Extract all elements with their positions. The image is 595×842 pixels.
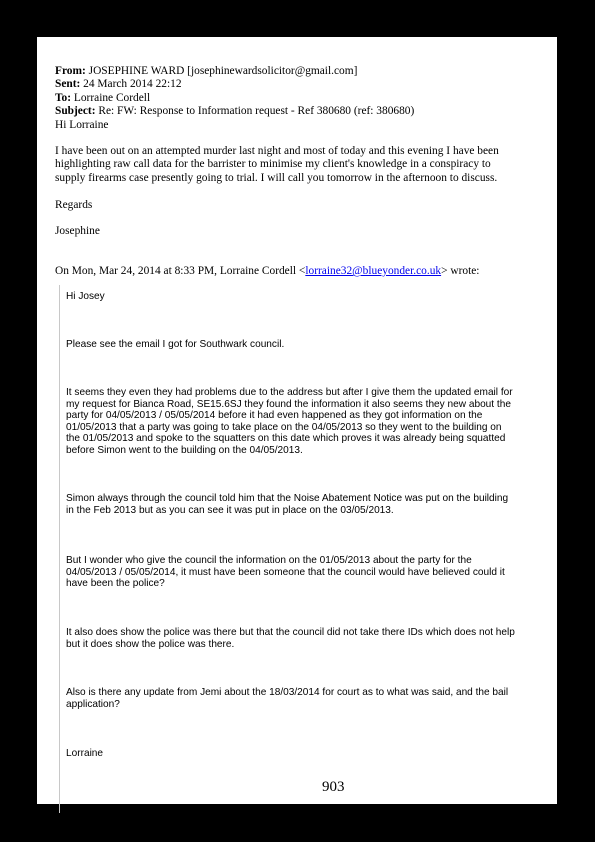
document-page xyxy=(37,37,557,804)
email-header xyxy=(55,65,414,132)
quoted-greeting: Hi Josey xyxy=(66,291,105,302)
reply-greeting: Hi Lorraine xyxy=(55,118,109,131)
quoted-line: in the Feb 2013 but as you can see it was put in place on the 03/05/2013. xyxy=(66,504,394,516)
quoted-para-2 xyxy=(66,387,513,457)
quoted-para-4 xyxy=(66,555,505,590)
quoted-line: have been the police? xyxy=(66,578,165,590)
quoted-signature: Lorraine xyxy=(66,748,104,759)
quoted-para-1: Please see the email I got for Southwark council. xyxy=(66,339,285,350)
sent-line: Sent: 24 March 2014 22:12 xyxy=(55,78,182,91)
reply-line: supply firearms case presently going to trial. I will call you tomorrow in the afternoon to discuss. xyxy=(55,171,498,184)
quoted-line: but it does show the police was there. xyxy=(66,638,235,650)
quoted-line: party for 04/05/2013 / 05/05/2014 before it had even happened as they got information on the xyxy=(66,410,483,422)
quoted-line: It seems they even they had problems due to the address but after I give them the updated email for xyxy=(66,387,513,398)
quoted-line: 01/05/2013 that a party was going to take place on the 04/05/2013 so they went to the building on xyxy=(66,421,502,433)
reply-body xyxy=(55,145,499,185)
quoted-line: Also is there any update from Jemi about the 18/03/2014 for court as to what was said, and the bail xyxy=(66,687,509,698)
quoted-line: But I wonder who give the council the information on the 01/05/2013 about the party for the xyxy=(66,555,472,566)
quoted-para-6 xyxy=(66,687,508,710)
quoted-line: before Simon went to the building on the 04/05/2013. xyxy=(66,444,303,456)
reply-signoff: Regards xyxy=(55,199,93,211)
from-line: From: JOSEPHINE WARD [josephinewardsolicitor@gmail.com] xyxy=(55,65,358,77)
to-line: To: Lorraine Cordell xyxy=(55,91,151,104)
reply-signature: Josephine xyxy=(55,225,100,237)
email-link[interactable]: lorraine32@blueyonder.co.uk xyxy=(305,265,442,277)
reply-line: highlighting raw call data for the barrister to minimise my client's knowledge in a conspiracy to xyxy=(55,158,491,171)
quoted-line: my request for Bianca Road, SE15.6SJ they found the information it also seems they new about the xyxy=(66,398,511,410)
quoted-line: Simon always through the council told him that the Noise Abatement Notice was put on the building xyxy=(66,493,509,504)
quoted-line: It also does show the police was there but that the council did not take there IDs which does not help xyxy=(66,627,515,638)
quote-header: On Mon, Mar 24, 2014 at 8:33 PM, Lorraine Cordell <lorraine32@blueyonder.co.uk> wrote: xyxy=(55,265,480,277)
quote-bar xyxy=(59,285,60,813)
reply-line: I have been out on an attempted murder last night and most of today and this evening I have been xyxy=(55,145,499,157)
subject-line: Subject: Re: FW: Response to Information request - Ref 380680 (ref: 380680) xyxy=(55,105,415,118)
quoted-line: 04/05/2013 / 05/05/2014, it must have been someone that the council would have believed could it xyxy=(66,566,505,578)
page-number: 903 xyxy=(322,779,345,795)
quoted-line: the 01/05/2013 and spoke to the squatters on this date which proves it was already being squatted xyxy=(66,433,506,445)
quoted-para-3 xyxy=(66,493,508,516)
quoted-line: application? xyxy=(66,698,120,710)
quoted-para-5 xyxy=(66,627,515,650)
